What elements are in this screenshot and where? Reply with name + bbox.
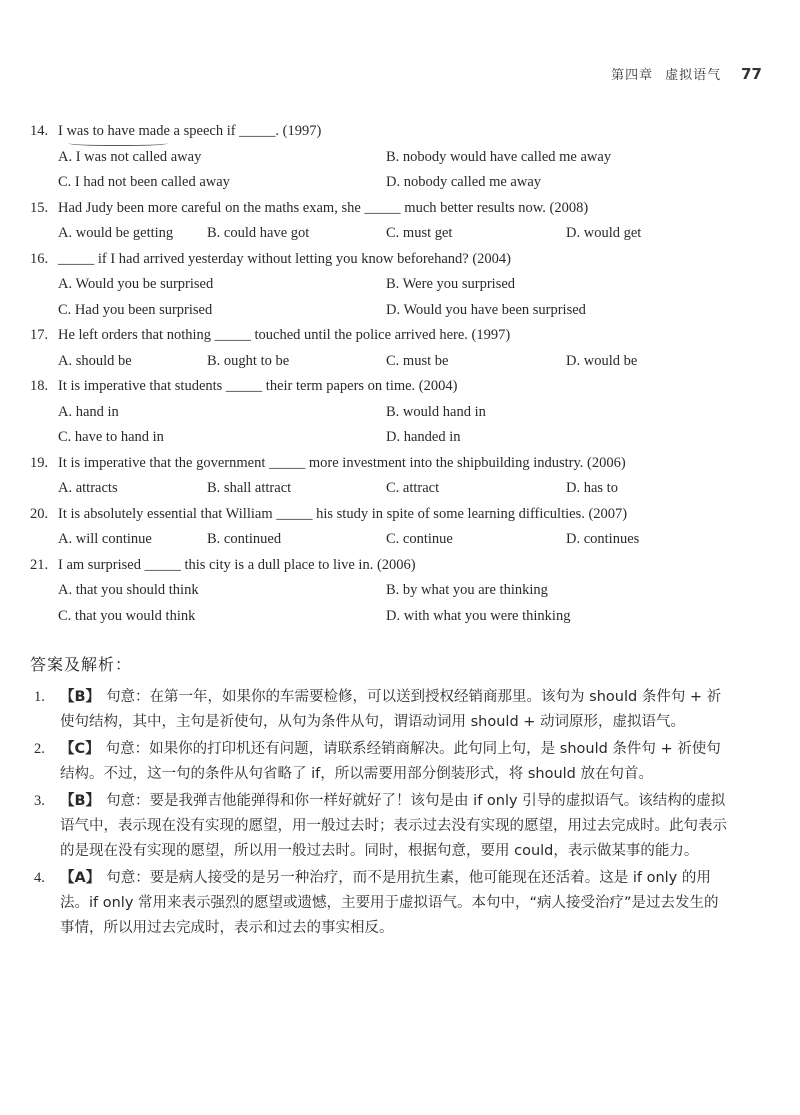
answer-key: 【C】 (60, 741, 100, 757)
answer-number: 4. (34, 870, 45, 886)
page-number: 77 (741, 65, 762, 83)
question-list (30, 119, 770, 629)
option-c: C. that you would think (58, 607, 196, 624)
question-text: It is absolutely essential that William _____ his study in spite of some learning difficulties. (2007) (58, 505, 628, 522)
option-row (30, 221, 770, 247)
option-c: C. Had you been surprised (58, 301, 213, 318)
option-a: A. hand in (58, 403, 119, 420)
option-c: C. must get (386, 225, 453, 241)
question-item (30, 196, 770, 247)
option-c: C. must be (386, 352, 449, 369)
question-number: 20. (30, 505, 49, 522)
option-row (30, 476, 770, 502)
option-c: C. have to hand in (58, 429, 164, 445)
option-c: C. continue (386, 531, 453, 547)
question-item (30, 323, 770, 374)
option-a: A. I was not called away (58, 148, 202, 165)
chapter-title: 虚拟语气 (665, 68, 722, 83)
answer-explanation: 句意：如果你的打印机还有问题，请联系经销商解决。此句同上句，是 should 条件句 + 祈使句结构。不过，这一句的条件从句省略了 if，所以需要用部分倒装形式，将 should 放在句首。 (60, 741, 721, 782)
question-number: 14. (30, 123, 49, 139)
answer-key: 【B】 (60, 793, 101, 809)
option-b: B. could have got (207, 225, 310, 241)
option-d: D. nobody called me away (386, 174, 542, 190)
option-a: A. that you should think (58, 582, 199, 598)
option-row (30, 578, 770, 604)
question-item (30, 502, 770, 553)
question-text: Had Judy been more careful on the maths exam, she _____ much better results now. (2008) (58, 199, 589, 216)
option-row (30, 272, 770, 298)
answer-number: 3. (34, 793, 45, 809)
question-number: 19. (30, 454, 49, 471)
answer-explanation: 句意：要是病人接受的是另一种治疗，而不是用抗生素，他可能现在还活着。这是 if only 的用法。if only 常用来表示强烈的愿望或遗憾，主要用于虚拟语气。本句中，“病人接受治疗”是过去发生的事情，所以用过去完成时，表示和过去的事实相反。 (60, 870, 719, 936)
option-b: B. shall attract (207, 480, 292, 496)
option-d: D. Would you have been surprised (386, 301, 586, 318)
option-row (30, 298, 770, 324)
answer-item (30, 737, 730, 787)
page-header (611, 64, 762, 83)
option-d: D. with what you were thinking (386, 607, 571, 624)
option-row (30, 527, 770, 553)
option-d: D. continues (566, 531, 640, 547)
option-a: A. should be (58, 352, 132, 369)
option-b: B. Were you surprised (386, 276, 516, 292)
question-text: He left orders that nothing _____ touched until the police arrived here. (1997) (58, 327, 511, 343)
option-b: B. would hand in (386, 403, 486, 420)
question-number: 16. (30, 250, 49, 267)
question-number: 17. (30, 327, 49, 343)
option-b: B. continued (207, 531, 282, 547)
answer-explanation: 句意：在第一年，如果你的车需要检修，可以送到授权经销商那里。该句为 should 条件句 + 祈使句结构，其中，主句是祈使句，从句为条件从句，谓语动词用 should + 动词原形，虚拟语气。 (60, 689, 722, 730)
question-stem (30, 451, 770, 477)
chapter-label: 第四章 (611, 68, 654, 83)
option-a: A. would be getting (58, 225, 174, 241)
question-text: It is imperative that students _____ their term papers on time. (2004) (58, 378, 458, 394)
question-text: I am surprised _____ this city is a dull place to live in. (2006) (58, 556, 416, 573)
option-a: A. Would you be surprised (58, 276, 214, 292)
answer-item (30, 866, 730, 941)
answers-heading: 答案及解析： (30, 655, 133, 674)
answer-number: 2. (34, 741, 45, 757)
option-a: A. attracts (58, 480, 118, 496)
answer-item (30, 789, 730, 864)
question-stem (30, 119, 770, 145)
question-stem (30, 323, 770, 349)
answer-list (30, 685, 730, 943)
question-number: 18. (30, 378, 49, 394)
option-a: A. will continue (58, 531, 152, 547)
answer-key: 【A】 (60, 870, 101, 886)
question-stem (30, 247, 770, 273)
question-text: It is imperative that the government _____ more investment into the shipbuilding industry. (2006) (58, 454, 626, 471)
answer-number: 1. (34, 689, 45, 705)
question-text: I was to have made a speech if _____. (1997) (58, 123, 322, 139)
question-number: 15. (30, 199, 49, 216)
option-c: C. attract (386, 480, 440, 496)
option-d: D. would be (566, 352, 638, 369)
question-stem (30, 374, 770, 400)
option-c: C. I had not been called away (58, 174, 230, 190)
question-item (30, 553, 770, 630)
option-row (30, 170, 770, 196)
option-row (30, 145, 770, 171)
question-text: _____ if I had arrived yesterday without letting you know beforehand? (2004) (58, 250, 511, 267)
option-row (30, 425, 770, 451)
question-stem (30, 553, 770, 579)
question-number: 21. (30, 556, 49, 573)
option-row (30, 349, 770, 375)
answer-key: 【B】 (60, 689, 101, 705)
question-stem (30, 502, 770, 528)
question-item (30, 374, 770, 451)
question-item (30, 119, 770, 196)
question-stem (30, 196, 770, 222)
option-d: D. would get (566, 225, 642, 241)
answer-item (30, 685, 730, 735)
question-item (30, 247, 770, 324)
answer-explanation: 句意：要是我弹吉他能弹得和你一样好就好了！该句是由 if only 引导的虚拟语气。该结构的虚拟语气中，表示现在没有实现的愿望，用一般过去时；表示过去没有实现的愿望，用过去完成时。此句表示的是现在没有实现的愿望，所以用一般过去时。同时，根据句意，要用 could，表示做某事的能力。 (60, 793, 727, 859)
option-b: B. by what you are thinking (386, 582, 548, 598)
question-item (30, 451, 770, 502)
option-d: D. has to (566, 480, 618, 496)
option-b: B. ought to be (207, 352, 290, 369)
option-d: D. handed in (386, 429, 461, 445)
option-b: B. nobody would have called me away (386, 148, 612, 165)
option-row (30, 400, 770, 426)
option-row (30, 604, 770, 630)
